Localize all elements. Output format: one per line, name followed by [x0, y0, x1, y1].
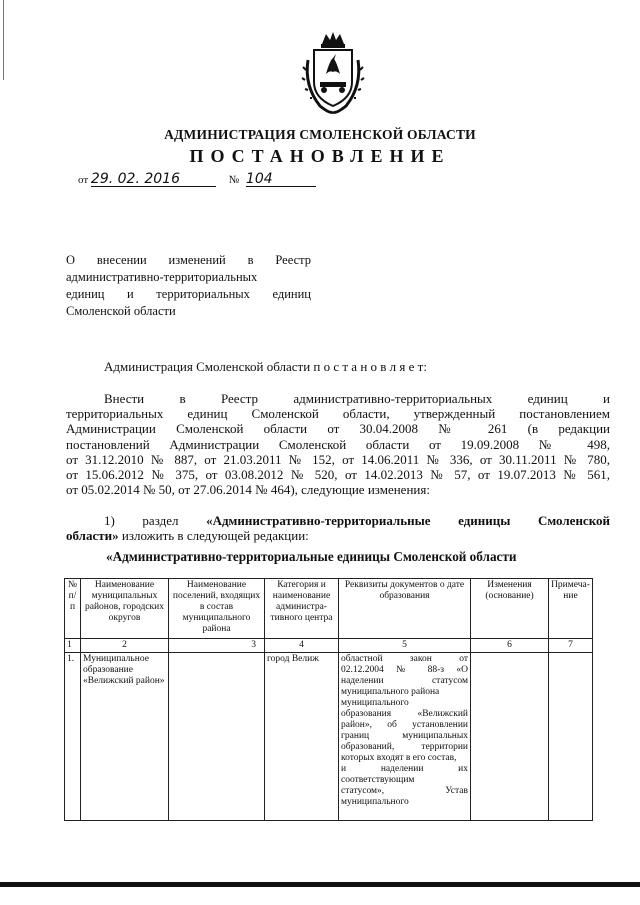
- header-cell: Наименование муниципальных районов, городских округов: [81, 579, 169, 639]
- header-cell: Наименование поселений, входящих в состав муниципального района: [169, 579, 265, 639]
- document-details: [339, 653, 471, 821]
- doc-line: и наделении их: [341, 764, 468, 774]
- changes-cell: [471, 653, 549, 821]
- column-number: 1: [65, 639, 81, 653]
- date-prefix: от: [78, 174, 89, 186]
- handwritten-number: 104: [246, 173, 316, 187]
- column-number: 4: [265, 639, 339, 653]
- admin-center: город Велиж: [265, 653, 339, 821]
- subject-line: Смоленской области: [66, 304, 176, 318]
- doc-line: образования «Велижский: [341, 709, 468, 719]
- coat-of-arms-emblem: [300, 30, 366, 116]
- note-cell: [549, 653, 593, 821]
- paragraph-line: территориальных единиц Смоленской области, утвержденный постановлением: [66, 406, 610, 422]
- scan-margin-line: [3, 0, 4, 80]
- amendment-item-1: [66, 513, 610, 543]
- column-number: 6: [471, 639, 549, 653]
- registry-table: [64, 578, 593, 821]
- item-bold-title-1: «Административно-территориальные единицы Смоленской: [206, 513, 611, 528]
- resolution-intro: Администрация Смоленской области п о с т а н о в л я е т:: [104, 359, 427, 374]
- table-header-row: [65, 579, 593, 639]
- paragraph-line: от 05.02.2014 № 50, от 27.06.2014 № 464), следующие изменения:: [66, 482, 430, 498]
- doc-line: район», об установлении: [341, 720, 468, 730]
- column-number: 7: [549, 639, 593, 653]
- header-cell: Категория и наименование администра-тивного центра: [265, 579, 339, 639]
- item-line-1: [66, 513, 610, 528]
- doc-line: которых входят в его состав,: [341, 753, 457, 763]
- item-suffix: изложить в следующей редакции:: [118, 528, 309, 544]
- handwritten-date: 29. 02. 2016: [91, 173, 216, 187]
- subject-line: единиц и территориальных единиц: [66, 287, 311, 301]
- scan-bottom-border: [0, 882, 640, 887]
- subject-line: О внесении изменений в Реестр: [66, 253, 311, 267]
- document-subject: [66, 252, 311, 320]
- doc-line: границ муниципальных: [341, 731, 468, 741]
- doc-line: муниципального: [341, 797, 409, 807]
- header-cell: Примеча-ние: [549, 579, 593, 639]
- paragraph-line: Внести в Реестр административно-территориальных единиц и: [104, 391, 610, 406]
- item-prefix: 1) раздел: [104, 513, 207, 528]
- item-bold-title-2: области»: [66, 528, 119, 544]
- column-number: 2: [81, 639, 169, 653]
- paragraph-line: постановлений Администрации Смоленской области от 19.09.2008 № 498,: [66, 436, 610, 452]
- date-number-line: [78, 173, 316, 187]
- row-number: 1.: [65, 653, 81, 821]
- header-cell: Изменения (основание): [471, 579, 549, 639]
- paragraph-line: от 15.06.2012 № 375, от 03.08.2012 № 520, от 14.02.2013 № 57, от 19.07.2013 № 561,: [66, 467, 610, 483]
- doc-line: образований, территории: [341, 742, 468, 752]
- document-type: ПОСТАНОВЛЕНИЕ: [189, 146, 451, 166]
- doc-line: областной закон от: [341, 654, 468, 664]
- doc-line: муниципального: [341, 698, 409, 708]
- doc-line: наделении статусом: [341, 676, 468, 686]
- doc-line: соответствующим: [341, 775, 415, 785]
- column-number-row: [65, 639, 593, 653]
- paragraph-line: Администрации Смоленской области от 30.04.2008 № 261 (в редакции: [66, 421, 610, 437]
- doc-line: муниципального района: [341, 687, 440, 697]
- doc-line: статусом», Устав: [341, 786, 468, 796]
- table-row: [65, 653, 593, 821]
- subject-line: административно-территориальных: [66, 270, 258, 284]
- number-prefix: №: [228, 174, 240, 186]
- doc-line: 02.12.2004 № 88-з «О: [341, 665, 468, 675]
- section-title: «Административно-территориальные единицы Смоленской области: [106, 549, 517, 564]
- settlements-cell: [169, 653, 265, 821]
- header-cell: Реквизиты документов о дате образования: [339, 579, 471, 639]
- paragraph-line: от 31.12.2010 № 887, от 21.03.2011 № 152, от 14.06.2011 № 336, от 30.11.2011 № 780,: [66, 451, 610, 467]
- header-cell: № п/п: [65, 579, 81, 639]
- main-paragraph: [66, 391, 610, 497]
- item-line-2: [66, 528, 610, 543]
- column-number: 3: [169, 639, 265, 653]
- column-number: 5: [339, 639, 471, 653]
- organization-name: АДМИНИСТРАЦИЯ СМОЛЕНСКОЙ ОБЛАСТИ: [164, 127, 476, 142]
- district-name: Муниципальное образование «Велижский район»: [81, 653, 169, 821]
